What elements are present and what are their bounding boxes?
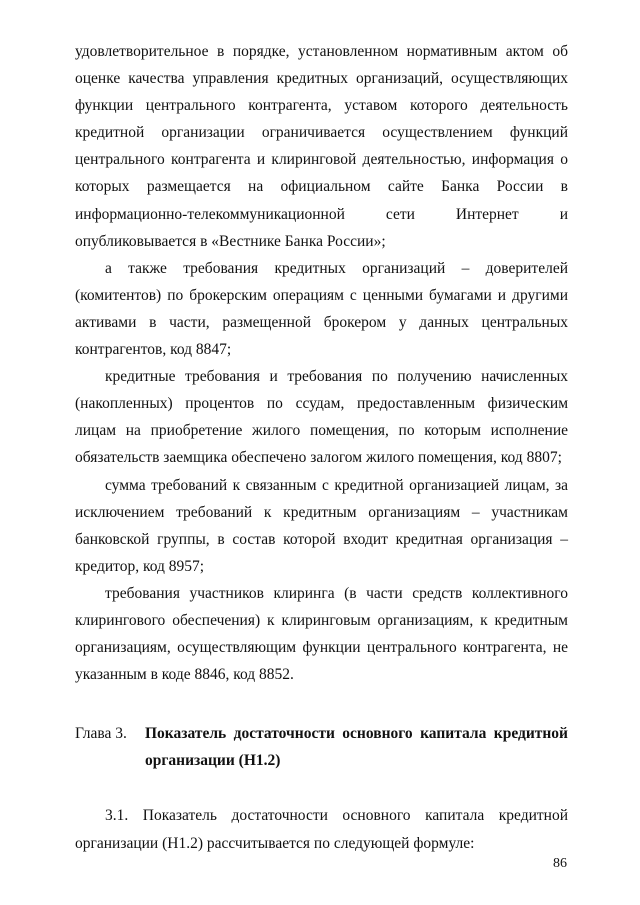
- paragraph-code-8807: кредитные требования и требования по получению начисленных (накопленных) процентов по ссудам, предоставленным физическим лицам на приобретение жилого помещения, по которым исполнение обязательств заемщика обеспечено залогом жилого помещения, код 8807;: [75, 368, 568, 467]
- chapter-label: Глава 3.: [75, 725, 127, 743]
- paragraph-code-8957: сумма требований к связанным с кредитной организацией лицам, за исключением требований к кредитным организациям – участникам банковской группы, в состав которой входит кредитная организация – кредитор, код 8957;: [75, 476, 568, 575]
- section-3-1-paragraph: 3.1. Показатель достаточности основного капитала кредитной организации (Н1.2) рассчитывается по следующей формуле:: [75, 807, 568, 852]
- paragraph-continuation: удовлетворительное в порядке, установленном нормативным актом об оценке качества управления кредитных организаций, осуществляющих функции центрального контрагента, уставом которого деятельность кредитной организации ограничивается осуществлением функций центрального контрагента и клиринговой деятельностью, информация о которых размещается на официальном сайте Банка России в информационно-телекоммуникационной сети Интернет и опубликовывается в «Вестнике Банка России»;: [75, 43, 568, 250]
- document-page: [75, 38, 568, 857]
- chapter-title: Показатель достаточности основного капитала кредитной организации (Н1.2): [145, 725, 568, 770]
- chapter-heading: [75, 720, 568, 774]
- paragraph-code-8852: требования участников клиринга (в части средств коллективного клирингового обеспечения) к клиринговым организациям, к кредитным организациям, осуществляющим функции центрального контрагента, не указанным в коде 8846, код 8852.: [75, 584, 568, 684]
- paragraph-code-8847: а также требования кредитных организаций – доверителей (комитентов) по брокерским операциям с ценными бумагами и другими активами в части, размещенной брокером у данных центральных контрагентов, код 8847;: [75, 259, 568, 359]
- page-number: 86: [553, 856, 567, 871]
